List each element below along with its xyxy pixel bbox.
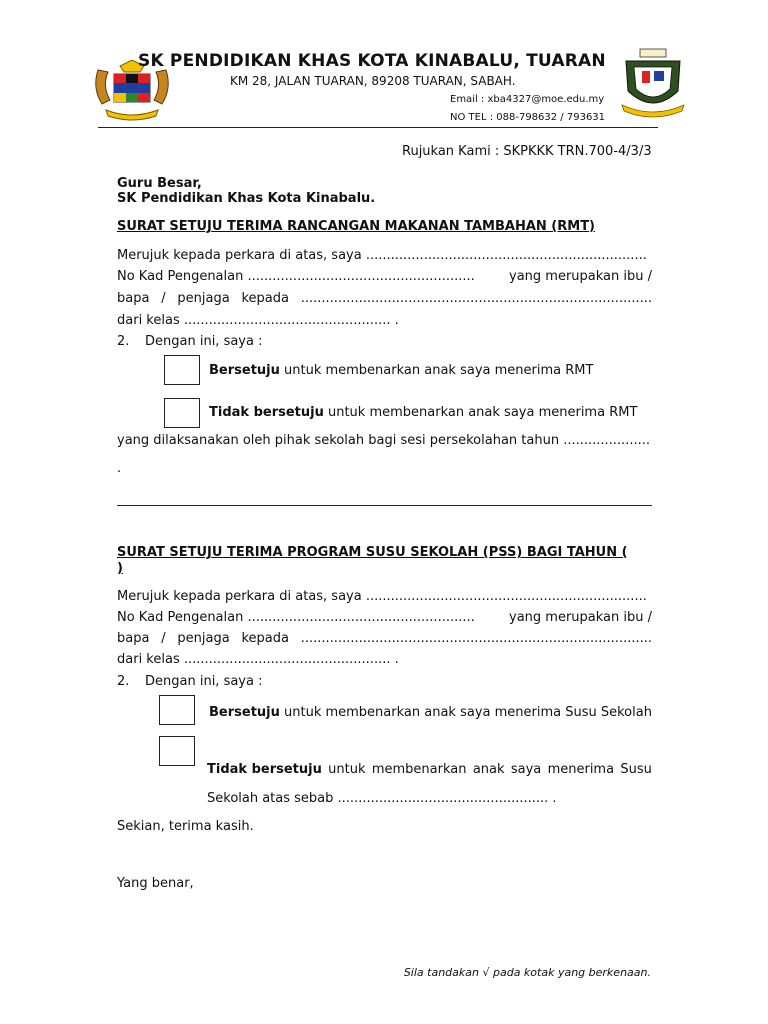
pss-agree-option <box>209 705 652 720</box>
rmt-heading: SURAT SETUJU TERIMA RANCANGAN MAKANAN TAMBAHAN (RMT) <box>117 219 595 234</box>
word: ..................................................................................... <box>300 291 652 306</box>
agree-text: untuk membenarkan anak saya menerima Susu Sekolah <box>279 705 652 720</box>
header-divider <box>98 127 658 128</box>
rmt-class-line: dari kelas .................................................. . <box>117 313 399 328</box>
rmt-agree-option <box>209 363 593 378</box>
thanks-text: Sekian, terima kasih. <box>117 819 254 834</box>
rmt-closing-line: yang dilaksanakan oleh pihak sekolah bagi sesi persekolahan tahun ..................... <box>117 433 650 448</box>
word: menerima <box>547 762 615 777</box>
reference-number: Rujukan Kami : SKPKKK TRN.700-4/3/3 <box>402 144 652 159</box>
school-phone: NO TEL : 088-798632 / 793631 <box>450 112 606 123</box>
pss-disagree-checkbox[interactable] <box>159 736 195 766</box>
pss-ic-label: No Kad Pengenalan ....................................................... <box>117 610 475 625</box>
word: bapa <box>117 291 150 306</box>
recipient-line-2: SK Pendidikan Khas Kota Kinabalu. <box>117 191 376 206</box>
rmt-closing-dot: . <box>117 461 122 476</box>
school-email: Email : xba4327@moe.edu.my <box>450 94 605 105</box>
rmt-item-number: 2. <box>117 334 130 349</box>
word: kepada <box>241 631 289 646</box>
word: membenarkan <box>371 762 467 777</box>
word: Susu <box>620 762 652 777</box>
word: anak <box>472 762 505 777</box>
school-crest-logo <box>620 47 686 119</box>
word: untuk <box>328 762 366 777</box>
word: penjaga <box>177 291 230 306</box>
agree-label: Bersetuju <box>209 705 280 720</box>
footer-instruction: Sila tandakan √ pada kotak yang berkenaan. <box>403 966 651 979</box>
pss-ic-line <box>117 610 652 625</box>
word: bapa <box>117 631 150 646</box>
word: / <box>161 631 166 646</box>
pss-agree-checkbox[interactable] <box>159 695 195 725</box>
rmt-refer-line: Merujuk kepada perkara di atas, saya .................................................................... <box>117 248 647 263</box>
pss-heading-close: ) <box>117 561 123 576</box>
pss-class-line: dari kelas .................................................. . <box>117 652 399 667</box>
disagree-label: Tidak bersetuju <box>207 762 322 777</box>
pss-guardian-line <box>117 631 652 646</box>
pss-disagree-option <box>207 762 652 777</box>
rmt-item-text: Dengan ini, saya : <box>145 334 263 349</box>
word: kepada <box>241 291 289 306</box>
pss-reason-line: Sekolah atas sebab ................................................... . <box>207 791 557 806</box>
word: ..................................................................................... <box>300 631 652 646</box>
school-name: SK PENDIDIKAN KHAS KOTA KINABALU, TUARAN <box>138 51 606 71</box>
pss-ic-relation: yang merupakan ibu / <box>509 610 652 625</box>
rmt-ic-line <box>117 269 652 284</box>
disagree-text: untuk membenarkan anak saya menerima RMT <box>323 405 638 420</box>
rmt-guardian-line <box>117 291 652 306</box>
rmt-disagree-checkbox[interactable] <box>164 398 200 428</box>
rmt-agree-checkbox[interactable] <box>164 355 200 385</box>
rmt-ic-label: No Kad Pengenalan ....................................................... <box>117 269 475 284</box>
pss-heading: SURAT SETUJU TERIMA PROGRAM SUSU SEKOLAH (PSS) BAGI TAHUN ( <box>117 545 628 560</box>
disagree-label: Tidak bersetuju <box>209 405 324 420</box>
school-address: KM 28, JALAN TUARAN, 89208 TUARAN, SABAH. <box>230 74 516 88</box>
rmt-disagree-option <box>209 405 637 420</box>
recipient-line-1: Guru Besar, <box>117 176 202 191</box>
yours-text: Yang benar, <box>117 876 194 891</box>
agree-text: untuk membenarkan anak saya menerima RMT <box>279 363 594 378</box>
agree-label: Bersetuju <box>209 363 280 378</box>
section-divider <box>117 505 652 506</box>
word: saya <box>510 762 542 777</box>
pss-item-text: Dengan ini, saya : <box>145 674 263 689</box>
word: / <box>161 291 166 306</box>
pss-item-number: 2. <box>117 674 130 689</box>
pss-refer-line: Merujuk kepada perkara di atas, saya .................................................................... <box>117 589 647 604</box>
rmt-ic-relation: yang merupakan ibu / <box>509 269 652 284</box>
word: penjaga <box>177 631 230 646</box>
